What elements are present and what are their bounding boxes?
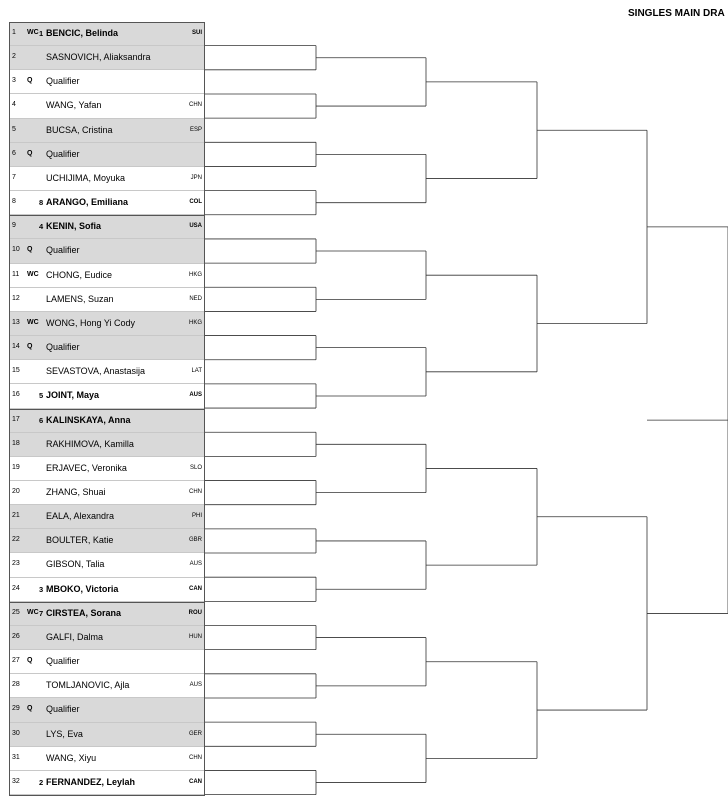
player-country: HUN [189,633,202,640]
draw-position: 5 [12,125,16,133]
player-name: BOULTER, Katie [46,535,114,546]
player-name: WANG, Yafan [46,100,102,111]
player-country: HKG [188,271,202,278]
draw-position: 1 [12,29,16,36]
draw-position: 17 [12,415,20,423]
player-name: KALINSKAYA, Anna [46,414,131,425]
player-name: FERNANDEZ, Leylah [46,776,136,787]
draw-position: 2 [12,53,16,61]
draw-position: 32 [12,777,20,785]
draw-position: 6 [12,149,16,157]
player-name: BUCSA, Cristina [46,124,113,135]
player-name: KENIN, Sofia [46,221,102,232]
draw-position: 3 [12,77,16,85]
seed-number: 7 [39,608,44,618]
player-name: Qualifier [46,342,80,353]
player-name: Qualifier [46,148,80,159]
draw-position: 9 [12,222,16,230]
draw-position: 10 [12,246,20,254]
draw-position: 20 [12,487,20,495]
player-name: WONG, Hong Yi Cody [46,317,136,328]
entry-status: WC [27,318,39,326]
draw-position: 24 [12,584,20,592]
entry-status: Q [27,705,33,713]
player-name: Qualifier [46,656,80,667]
seed-number: 4 [39,222,44,232]
draw-position: 28 [12,681,20,689]
player-country: ROU [188,609,202,616]
player-name: JOINT, Maya [46,390,100,401]
draw-title: SINGLES MAIN DRA [628,8,725,19]
player-country: GER [188,730,202,737]
entry-status: WC [27,608,39,616]
entry-status: Q [27,77,33,85]
player-country: SUI [191,30,202,36]
player-name: EALA, Alexandra [46,511,115,522]
player-name: RAKHIMOVA, Kamilla [46,438,134,449]
player-name: MBOKO, Victoria [46,583,119,594]
player-country: COL [189,199,202,206]
player-name: LYS, Eva [46,728,83,739]
player-name: Qualifier [46,704,80,715]
draw-position: 11 [12,270,20,278]
player-name: Qualifier [46,76,80,87]
seed-number: 6 [39,415,44,425]
player-name: SASNOVICH, Aliaksandra [46,52,151,63]
player-country: AUS [189,561,202,568]
player-country: GBR [188,537,202,544]
player-name: BENCIC, Belinda [46,28,119,38]
player-country: SLO [189,464,202,471]
player-country: USA [189,223,202,230]
draw-position: 23 [12,560,20,568]
player-country: CAN [189,778,202,785]
draw-position: 27 [12,657,20,665]
player-name: CHONG, Eudice [46,269,113,280]
player-name: Qualifier [46,245,80,256]
draw-position: 8 [12,198,16,206]
entry-status: Q [27,246,33,254]
seed-number: 5 [39,391,44,401]
player-name: ZHANG, Shuai [46,486,106,497]
player-country: CHN [189,488,202,495]
entry-status: WC [27,270,39,278]
player-country: LAT [191,368,202,375]
player-country: CHN [189,102,202,109]
player-country: AUS [189,392,202,399]
draw-position: 14 [12,343,20,351]
player-name: UCHIJIMA, Moyuka [46,172,126,183]
player-name: GIBSON, Talia [46,559,105,570]
player-country: JPN [190,174,202,181]
entry-status: Q [27,149,33,157]
entry-status: Q [27,343,33,351]
draw-position: 30 [12,729,20,737]
draw-position: 31 [12,753,20,761]
seed-number: 1 [39,29,44,38]
draw-position: 19 [12,463,20,471]
draw-position: 21 [12,512,20,520]
player-country: HKG [188,319,202,326]
draw-position: 16 [12,391,20,399]
player-country: AUS [189,682,202,689]
player-name: ERJAVEC, Veronika [46,462,127,473]
seed-number: 2 [39,777,44,787]
draw-position: 12 [12,294,20,302]
draw-position: 26 [12,632,20,640]
entry-status: Q [27,657,33,665]
draw-position: 7 [12,173,16,181]
player-name: SEVASTOVA, Anastasija [46,366,146,377]
draw-position: 25 [12,608,20,616]
draw-position: 22 [12,536,20,544]
player-country: CAN [189,585,202,592]
player-name: GALFI, Dalma [46,631,104,642]
seed-number: 8 [39,198,44,208]
player-country: PHI [191,513,202,520]
seed-number: 3 [39,584,44,594]
player-name: ARANGO, Emiliana [46,197,129,208]
player-name: TOMLJANOVIC, Ajla [46,680,130,691]
draw-position: 18 [12,439,20,447]
draw-position: 15 [12,367,20,375]
player-country: NED [189,295,202,302]
entry-status: WC [27,29,39,36]
draw-position: 4 [12,101,16,109]
player-name: LAMENS, Suzan [46,293,114,304]
draw-position: 29 [12,705,20,713]
player-country: ESP [189,126,202,133]
player-name: WANG, Xiyu [46,752,97,763]
player-country: CHN [189,754,202,761]
player-name: CIRSTEA, Sorana [46,607,122,618]
draw-position: 13 [12,318,20,326]
